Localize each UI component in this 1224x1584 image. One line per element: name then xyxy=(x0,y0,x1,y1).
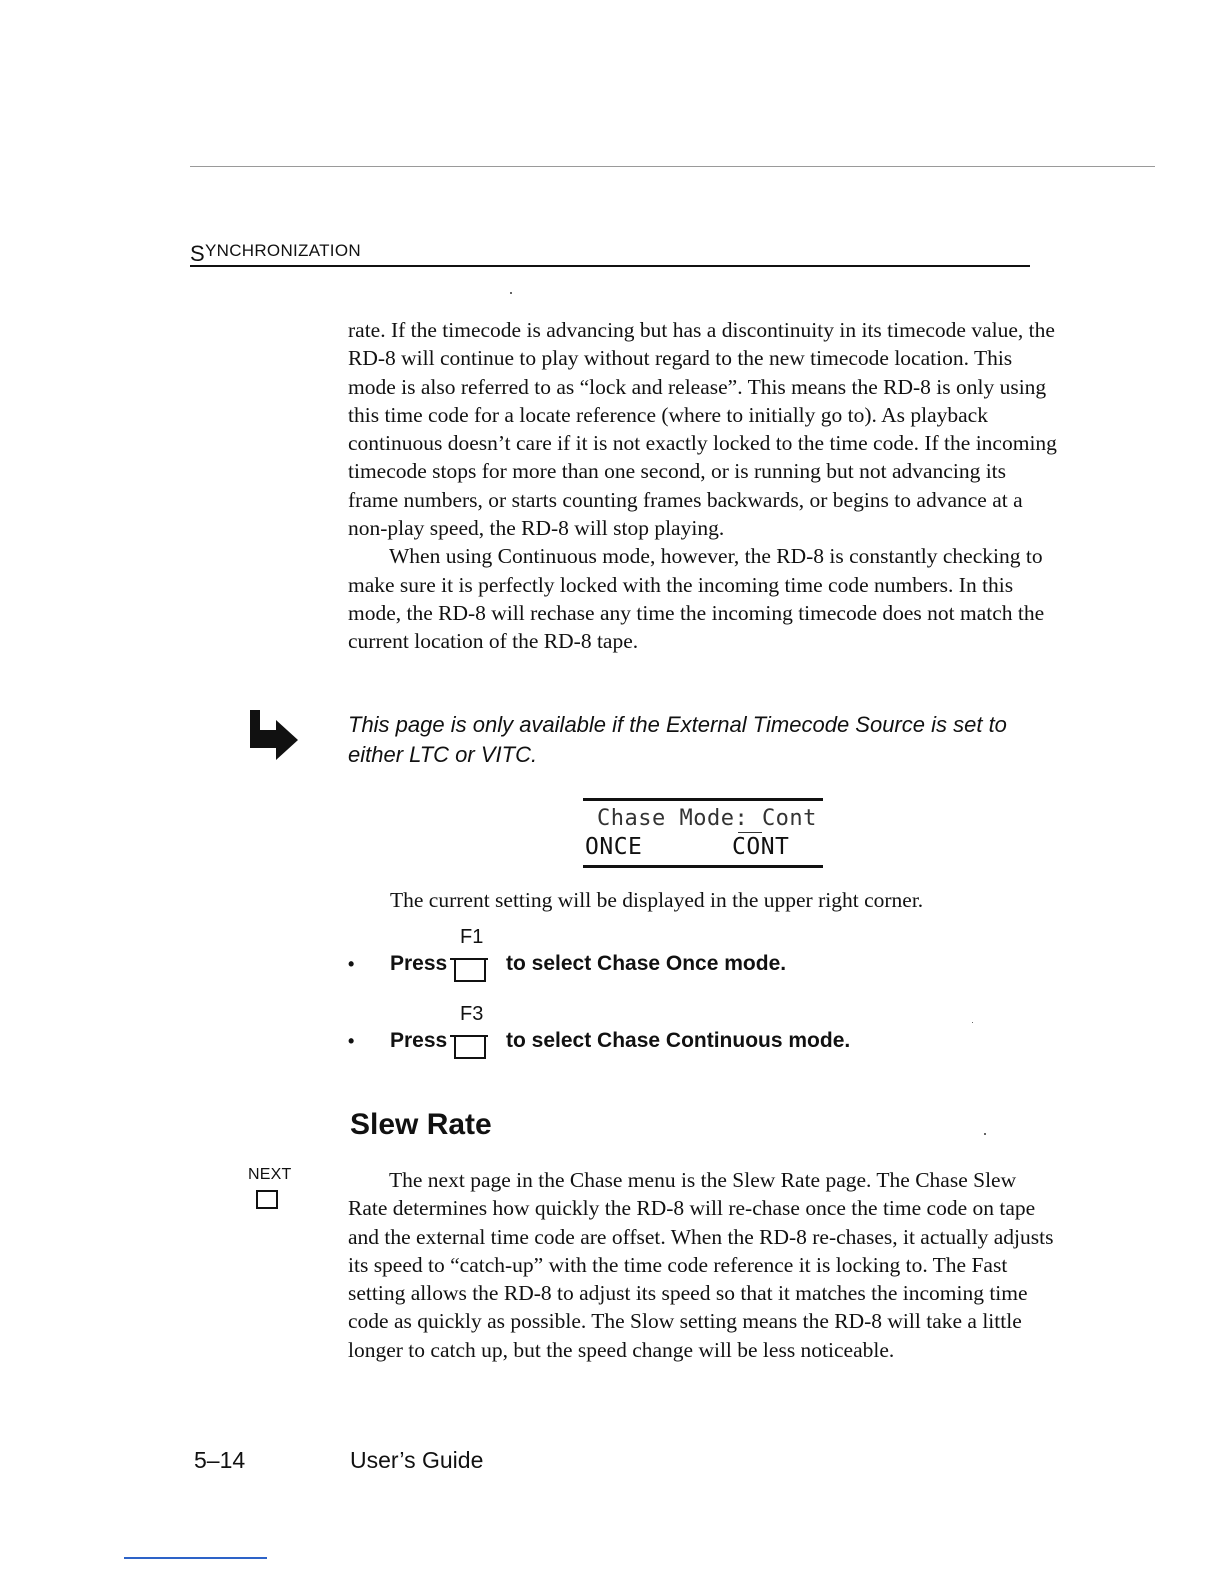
header-rule xyxy=(190,265,1030,267)
running-header-cap: S xyxy=(190,241,205,266)
paragraph-slew-rate: The next page in the Chase menu is the Slew Rate page. The Chase Slew Rate determines how quickly the RD-8 will re-chase once the time code on tape and the external time code are offset. When the RD-8 re-chases, it actually adjusts its speed to “catch-up” with the time code reference it is locking to. The Fast setting allows the RD-8 to adjust its speed so that it matches the incoming time code as quickly as possible. The Slow setting means the RD-8 will take a little longer to catch up, but the speed change will be less noticeable. xyxy=(348,1168,1054,1362)
lcd-line-2 xyxy=(585,834,815,860)
next-key-box xyxy=(256,1190,278,1209)
key-box xyxy=(454,1035,486,1059)
press-label: Press xyxy=(390,1029,448,1052)
scan-bottom-rule xyxy=(124,1557,267,1559)
next-key-label: NEXT xyxy=(248,1166,292,1183)
lcd-line-1: Chase Mode: Cont xyxy=(597,806,817,831)
step-action: to select Chase Continuous mode. xyxy=(506,1029,851,1052)
book-title: User’s Guide xyxy=(350,1447,484,1473)
availability-note: This page is only available if the External Timecode Source is set to either LTC or VITC. xyxy=(348,712,1007,767)
scan-speck xyxy=(984,1133,986,1135)
f1-key-icon xyxy=(454,926,494,992)
lcd-cursor xyxy=(738,832,762,833)
key-label: F1 xyxy=(460,926,484,948)
next-key-icon xyxy=(248,1166,298,1184)
lcd-option-once: ONCE xyxy=(585,834,643,860)
paragraph-chase-once: rate. If the timecode is advancing but has a discontinuity in its timecode value, the RD-8 will continue to play without regard to the new timecode location. This mode is also referred to as “lock and release”. This means the RD-8 is only using this time code for a locate reference (where to initially go to). As playback continuous doesn’t care if it is not exactly locked to the time code. If the incoming timecode stops for more than one second, or is running but not advancing its frame numbers, or starts counting frames backwards, or begins to advance at a non-play speed, the RD-8 will stop playing. xyxy=(348,318,1057,541)
step-action: to select Chase Once mode. xyxy=(506,952,787,975)
lcd-display xyxy=(583,798,823,868)
running-header xyxy=(190,236,361,266)
key-box xyxy=(454,958,486,982)
lcd-option-cont: CONT xyxy=(732,834,790,860)
paragraph-continuous: When using Continuous mode, however, the RD-8 is constantly checking to make sure it is perfectly locked with the incoming time code numbers. In this mode, the RD-8 will rechase any time the incoming timecode does not match the current location of the RD-8 tape. xyxy=(348,544,1045,654)
step-chase-continuous xyxy=(348,1003,1048,1079)
section-title-slew-rate: Slew Rate xyxy=(350,1108,492,1141)
step-chase-once xyxy=(348,926,1048,1002)
bullet: • xyxy=(348,1031,355,1051)
scan-top-rule xyxy=(190,166,1155,167)
key-label: F3 xyxy=(460,1003,484,1025)
page-number: 5–14 xyxy=(194,1447,246,1473)
scan-speck xyxy=(972,1022,973,1023)
setting-caption: The current setting will be displayed in the upper right corner. xyxy=(390,888,924,912)
scan-speck xyxy=(510,292,512,294)
f3-key-icon xyxy=(454,1003,494,1069)
bullet: • xyxy=(348,954,355,974)
body-text xyxy=(348,316,1060,656)
press-label: Press xyxy=(390,952,448,975)
running-header-rest: YNCHRONIZATION xyxy=(204,241,361,260)
arrow-right-icon xyxy=(246,708,300,767)
